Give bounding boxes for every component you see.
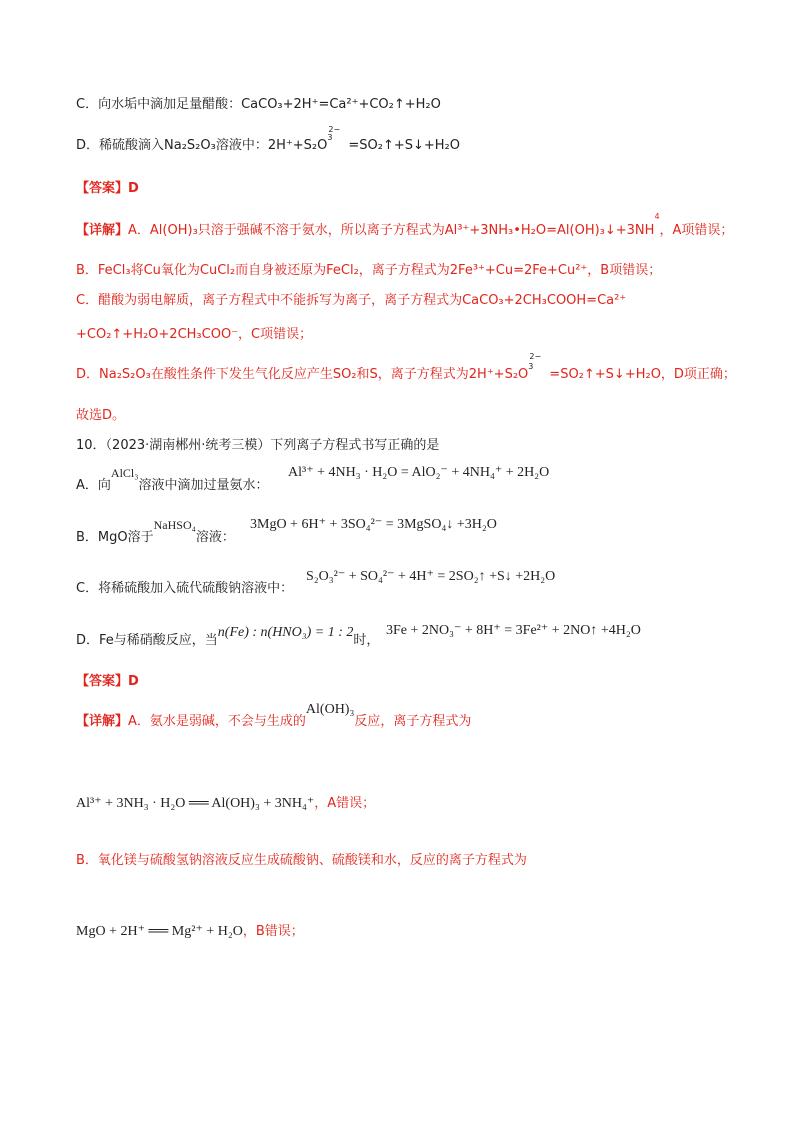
q10-option-a-text: A．向 — [76, 478, 111, 493]
answer-value: D — [128, 674, 139, 689]
q9-option-d-text-2: =SO₂↑+S↓+H₂O — [348, 138, 460, 153]
q9-detail-b: B．FeCl₃将Cu氧化为CuCl₂而自身被还原为FeCl₂，离子方程式为2Fe³⁺+Cu=2Fe+Cu²⁺，B项错误； — [76, 263, 662, 278]
q10-option-d-equation: 3Fe + 2NO₃⁻ + 8H⁺ = 3Fe²⁺ + 2NO↑ +4H₂O — [386, 623, 641, 638]
q10-detail-a-equation: Al³⁺ + 3NH₃ · H₂O ══ Al(OH)₃ + 3NH₄⁺ — [76, 796, 315, 811]
q9-detail-d-text-2: =SO₂↑+S↓+H₂O，D项正确； — [549, 367, 736, 382]
q10-detail-a-text: A．氨水是弱碱，不会与生成的 — [128, 714, 306, 729]
q10-option-d-text-2: 时， — [353, 633, 380, 648]
q9-detail-d: D．Na₂S₂O₃在酸性条件下发生气化反应产生SO₂和S，离子方程式为$2H^++S_2O^{32-}$ =SO₂↑+S↓+H₂O，D项正确； — [76, 351, 736, 382]
q9-option-d-text: D．稀硫酸滴入Na₂S₂O₃溶液中：2H⁺+S₂O — [76, 138, 328, 153]
q10-option-c-equation: S₂O₃²⁻ + SO₄²⁻ + 4H⁺ = 2SO₂↑ +S↓ +2H₂O — [306, 569, 556, 584]
detail-label: 【详解】 — [76, 714, 129, 729]
q10-option-a-text-2: 溶液中滴加过量氨水： — [138, 478, 269, 493]
reagent-formula: NaHSO₄ — [153, 518, 196, 532]
q10-detail-a-equation-line — [76, 792, 375, 812]
q9-detail-c1: C．醋酸为弱电解质，离子方程式中不能拆写为离子，离子方程式为CaCO₃+2CH₃COOH=Ca²⁺ — [76, 293, 627, 308]
q10-option-b — [76, 518, 235, 547]
q10-detail-a — [76, 702, 472, 731]
q10-option-b-text-2: 溶液： — [195, 530, 235, 545]
q10-option-b-text: B．MgO溶于 — [76, 530, 154, 545]
q10-option-b-equation: 3MgO + 6H⁺ + 3SO₄²⁻ = 3MgSO₄↓ +3H₂O — [250, 517, 497, 532]
reagent-formula: AlCl₃ — [110, 466, 139, 480]
answer-label: 【答案】 — [76, 674, 129, 689]
answer-value: D — [128, 181, 139, 196]
hydroxide-formula: Al(OH)₃ — [305, 702, 355, 717]
q9-option-d: D．稀硫酸滴入Na₂S₂O₃溶液中：$2H^++S_2O^{32-}$ =SO₂↑+S↓+H₂O — [76, 124, 460, 153]
q10-option-c: C．将稀硫酸加入硫代硫酸钠溶液中： — [76, 581, 294, 596]
q10-option-d — [76, 625, 380, 650]
q9-detail-a-end: ，A项错误； — [659, 223, 734, 238]
answer-label: 【答案】 — [76, 181, 129, 196]
q10-option-a-equation: Al³⁺ + 4NH₃ · H₂O = AlO₂⁻ + 4NH₄⁺ + 2H₂O — [288, 465, 550, 480]
q9-detail-d-text: D．Na₂S₂O₃在酸性条件下发生气化反应产生SO₂和S，离子方程式为2H⁺+S₂O — [76, 367, 529, 382]
q10-option-a — [76, 466, 269, 495]
mole-ratio: n(Fe) : n(HNO₃) = 1 : 2 — [217, 625, 354, 640]
q10-detail-b-equation-line — [76, 920, 304, 940]
detail-label: 【详解】 — [76, 223, 129, 238]
q10-detail-b-equation: MgO + 2H⁺ ══ Mg²⁺ + H₂O — [76, 924, 243, 939]
q9-conclusion: 故选D。 — [76, 408, 126, 423]
q10-detail-b: B．氧化镁与硫酸氢钠溶液反应生成硫酸钠、硫酸镁和水，反应的离子方程式为 — [76, 853, 527, 868]
q9-detail-a: 【详解】A．Al(OH)₃只溶于强碱不溶于氨水，所以离子方程式为$Al^{3+}+3NH_3•H_2O=Al(OH)_3↓+3NH^4$，A项错误； — [76, 211, 734, 238]
q9-option-c: C．向水垢中滴加足量醋酸：CaCO₃+2H⁺=Ca²⁺+CO₂↑+H₂O — [76, 97, 441, 112]
q9-detail-c2: +CO₂↑+H₂O+2CH₃COO⁻，C项错误； — [76, 327, 313, 342]
q10-detail-a-text-2: 反应，离子方程式为 — [354, 714, 472, 729]
q10-option-d-text: D．Fe与稀硝酸反应，当 — [76, 633, 218, 648]
q10-detail-b-end: ，B错误； — [242, 924, 304, 939]
q9-answer — [76, 180, 139, 198]
q10-stem: 10．（2023·湖南郴州·统考三模）下列离子方程式书写正确的是 — [76, 438, 440, 453]
q9-detail-a-text: A．Al(OH)₃只溶于强碱不溶于氨水，所以离子方程式为Al³⁺+3NH₃•H₂O=Al(OH)₃↓+3NH — [128, 223, 655, 238]
q10-answer — [76, 673, 139, 691]
q10-detail-a-end: ，A错误； — [314, 796, 376, 811]
